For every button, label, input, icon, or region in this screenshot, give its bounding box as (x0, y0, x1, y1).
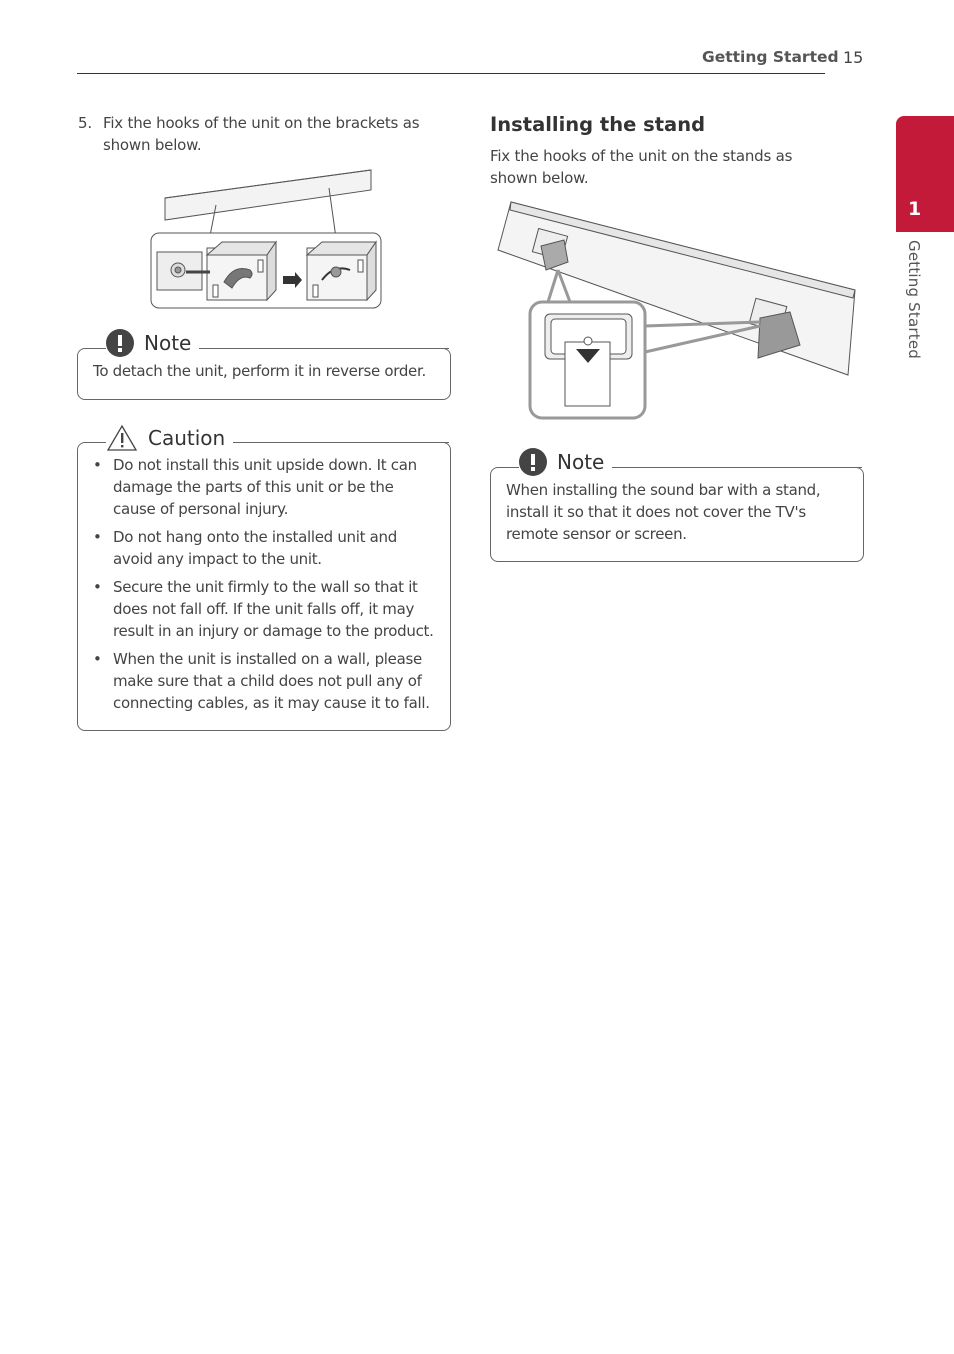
step-text: Fix the hooks of the unit on the brackets as shown below. (103, 114, 420, 154)
note-text-right: When installing the sound bar with a stand, install it so that it does not cover the TV's remote sensor or screen. (506, 481, 821, 543)
chapter-tab (896, 116, 954, 232)
note-title-rule (206, 348, 449, 349)
note-text-left: To detach the unit, perform it in reverse order. (93, 362, 426, 380)
step-number: 5. (78, 114, 92, 132)
note-title-right (519, 448, 612, 476)
note-title-rule-right (620, 467, 862, 468)
section-title: Installing the stand (490, 113, 706, 136)
caution-label: Caution (148, 426, 226, 450)
chapter-number: 1 (908, 198, 922, 220)
running-header-section: Getting Started (702, 48, 839, 66)
section-text: Fix the hooks of the unit on the stands as shown below. (490, 147, 793, 187)
caution-item: • Do not hang onto the installed unit and avoid any impact to the unit. (93, 528, 397, 568)
exclamation-icon (106, 329, 134, 357)
exclamation-icon (519, 448, 547, 476)
caution-item: • When the unit is installed on a wall, please make sure that a child does not pull any of connecting cables, as it may cause it to fall. (93, 650, 430, 712)
caution-title-rule (237, 442, 449, 443)
header-rule (77, 73, 825, 74)
page-number: 15 (843, 48, 864, 67)
caution-item: • Do not install this unit upside down. It can damage the parts of this unit or be the cause of personal injury. (93, 456, 417, 518)
note-title-left (106, 329, 199, 357)
caution-title (106, 424, 233, 452)
note-label-left: Note (144, 331, 192, 355)
caution-list (93, 454, 438, 720)
caution-item: • Secure the unit firmly to the wall so that it does not fall off. If the unit falls off, it may result in an injury or damage to the product. (93, 578, 434, 640)
chapter-label: Getting Started (905, 240, 923, 359)
warning-triangle-icon (106, 424, 138, 452)
note-label-right: Note (557, 450, 605, 474)
